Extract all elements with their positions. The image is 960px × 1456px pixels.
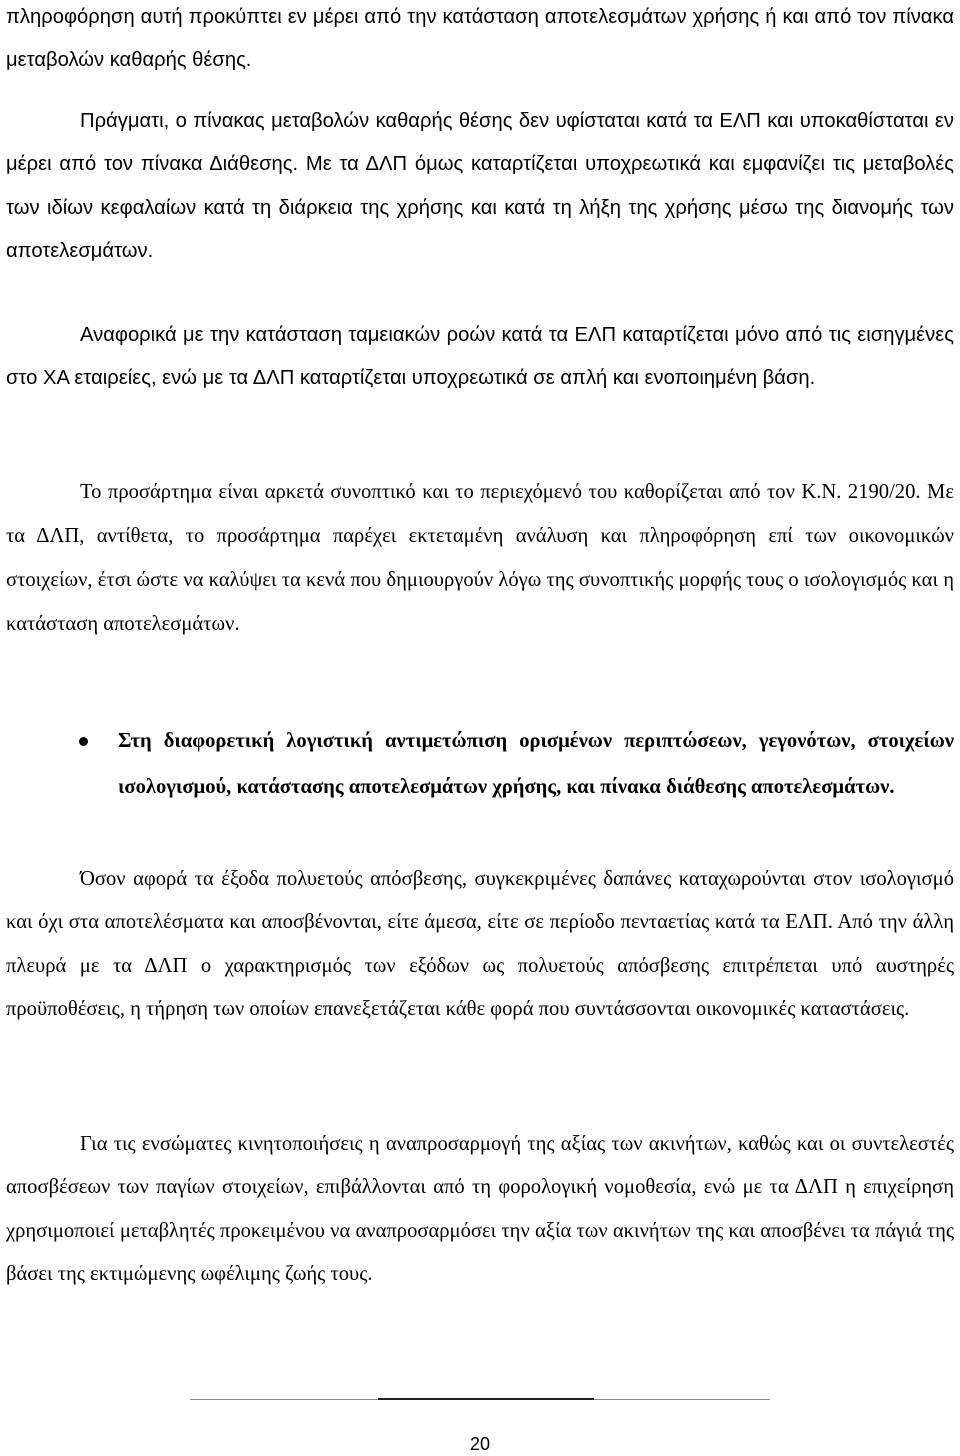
paragraph-notes-part-1: Το προσάρτημα είναι αρκετά συνοπτικό και το περιεχόμενό του καθορίζεται από τον Κ.Ν. 2190/20. xyxy=(80,481,921,503)
bullet-text: Στη διαφορετική λογιστική αντιμετώπιση ορισμένων περιπτώσεων, γεγονότων, στοιχείων ισολογισμού, κατάστασης αποτελεσμάτων χρήσης, και πίνακα διάθεσης αποτελεσμάτων. xyxy=(118,730,954,798)
footer-divider-accent xyxy=(378,1398,594,1400)
paragraph-continuation: πληροφόρηση αυτή προκύπτει εν μέρει από την κατάσταση αποτελεσμάτων χρήσης ή και από τον πίνακα μεταβολών καθαρής θέσης. xyxy=(6,6,954,72)
paragraph-cash-flows: Αναφορικά με την κατάσταση ταμειακών ροών κατά τα ΕΛΠ καταρτίζεται μόνο από τις εισηγμένες στο ΧΑ εταιρείες, ενώ με τα ΔΛΠ καταρτίζεται υποχρεωτικά σε απλή και ενοποιημένη βάση. xyxy=(6,324,954,390)
paragraph-notes-part-2: Με τα ΔΛΠ, αντίθετα, το προσάρτημα παρέχει εκτεταμένη ανάλυση και πληροφόρηση επί των οικονομικών στοιχείων, έτσι ώστε να καλύψει τα κενά που δημιουργούν λόγω της συνοπτικής μορφής τους ο ισολογισμός και η κατάσταση αποτελεσμάτων. xyxy=(6,481,955,635)
paragraph-fixed-assets: Για τις ενσώματες κινητοποιήσεις η αναπροσαρμογή της αξίας των ακινήτων, καθώς και οι συντελεστές αποσβέσεων των παγίων στοιχείων, επιβάλλονται από τη φορολογική νομοθεσία, ενώ με τα ΔΛΠ η επιχείρηση χρησιμοποιεί μεταβλητές προκειμένου να αναπροσαρμόσει την αξία των ακινήτων της και αποσβένει τα πάγιά της βάσει της εκτιμώμενης ωφέλιμης ζωής τους. xyxy=(6,1133,954,1286)
page-number: 20 xyxy=(469,1434,491,1454)
paragraph-notes xyxy=(6,470,954,646)
paragraph-amortization: Όσον αφορά τα έξοδα πολυετούς απόσβεσης, συγκεκριμένες δαπάνες καταχωρούνται στον ισολογισμό και όχι στα αποτελέσματα και αποσβένονται, είτε άμεσα, είτε σε περίοδο πενταετίας κατά τα ΕΛΠ. Από την άλλη πλευρά με τα ΔΛΠ ο χαρακτηρισμός των εξόδων ως πολυετούς απόσβεσης επιτρέπεται υπό αυστηρές προϋποθέσεις, η τήρηση των οποίων επανεξετάζεται κάθε φορά που συντάσσονται οικονομικές καταστάσεις. xyxy=(6,868,954,1021)
bullet-icon xyxy=(79,737,88,746)
paragraph-statement-of-changes: Πράγματι, ο πίνακας μεταβολών καθαρής θέσης δεν υφίσταται κατά τα ΕΛΠ και υποκαθίσταται εν μέρει από τον πίνακα Διάθεσης. Με τα ΔΛΠ όμως καταρτίζεται υποχρεωτικά και εμφανίζει τις μεταβολές των ιδίων κεφαλαίων κατά τη διάρκεια της χρήσης και κατά τη λήξη της χρήσης μέσω της διανομής των αποτελεσμάτων. xyxy=(6,110,954,263)
